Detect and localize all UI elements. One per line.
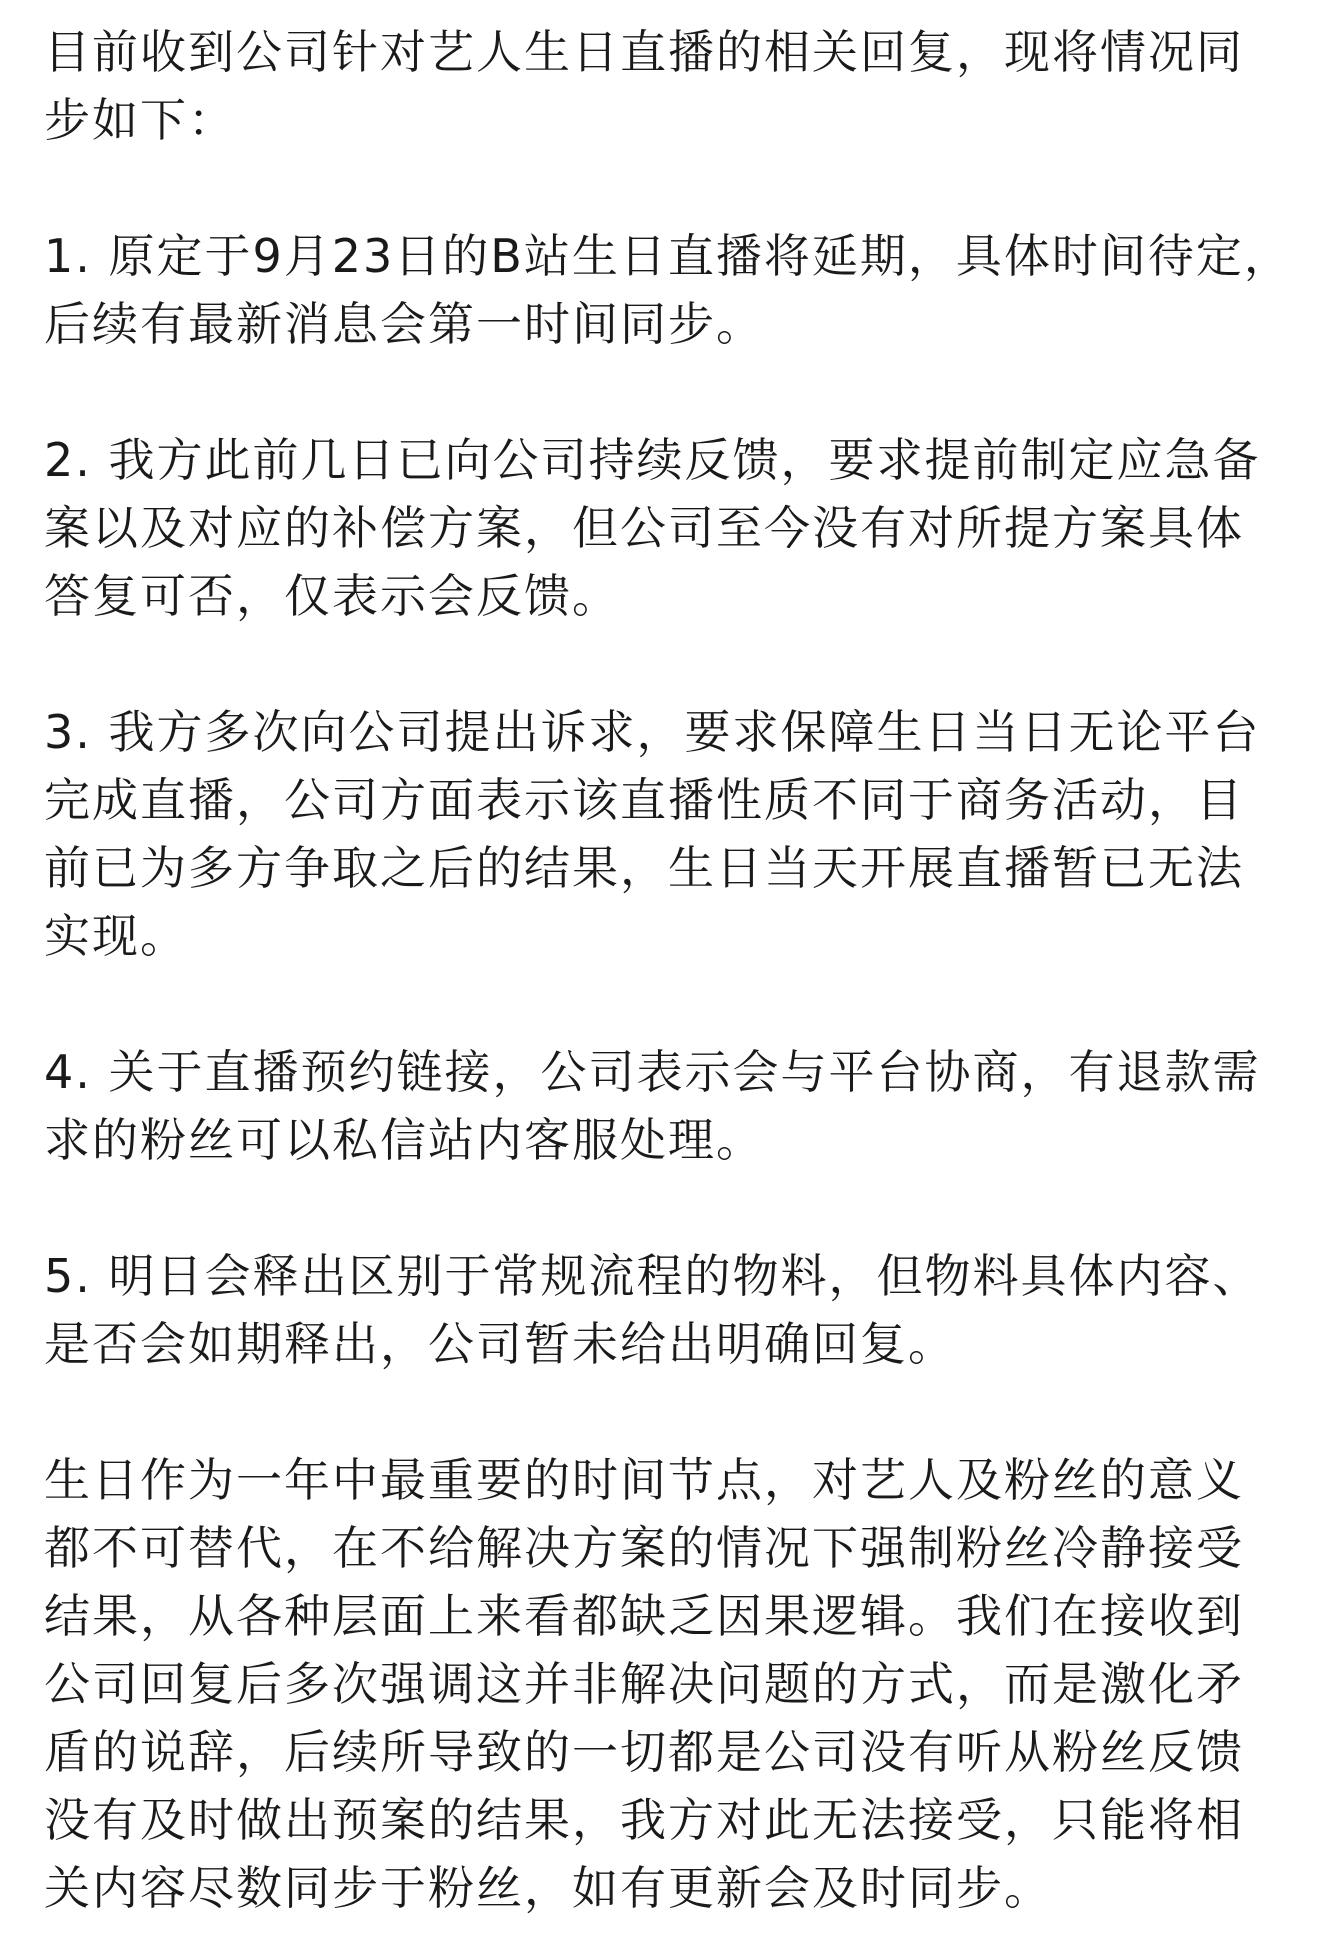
text-line: 2. 我方此前几日已向公司持续反馈，要求提前制定应急备 <box>44 433 1261 487</box>
text-line: 目前收到公司针对艺人生日直播的相关回复，现将情况同 <box>44 25 1244 79</box>
text-line: 关内容尽数同步于粉丝，如有更新会及时同步。 <box>44 1861 1052 1915</box>
text-line: 实现。 <box>44 909 188 963</box>
text-line: 后续有最新消息会第一时间同步。 <box>44 297 764 351</box>
text-line: 5. 明日会释出区别于常规流程的物料，但物料具体内容、 <box>44 1249 1261 1303</box>
item-5-paragraph <box>44 1242 1284 1378</box>
text-line: 完成直播，公司方面表示该直播性质不同于商务活动，目 <box>44 773 1244 827</box>
item-4-paragraph <box>44 1038 1284 1174</box>
intro-paragraph <box>44 18 1284 154</box>
text-line: 步如下： <box>44 93 236 147</box>
text-line: 前已为多方争取之后的结果，生日当天开展直播暂已无法 <box>44 841 1244 895</box>
item-1-paragraph <box>44 222 1292 358</box>
text-line: 3. 我方多次向公司提出诉求，要求保障生日当日无论平台 <box>44 705 1261 759</box>
text-line: 盾的说辞，后续所导致的一切都是公司没有听从粉丝反馈 <box>44 1725 1244 1779</box>
text-line: 没有及时做出预案的结果，我方对此无法接受，只能将相 <box>44 1793 1244 1847</box>
text-line: 结果，从各种层面上来看都缺乏因果逻辑。我们在接收到 <box>44 1589 1244 1643</box>
item-2-paragraph <box>44 426 1284 630</box>
text-line: 案以及对应的补偿方案，但公司至今没有对所提方案具体 <box>44 501 1244 555</box>
closing-paragraph <box>44 1446 1284 1922</box>
text-line: 求的粉丝可以私信站内客服处理。 <box>44 1113 764 1167</box>
text-line: 都不可替代，在不给解决方案的情况下强制粉丝冷静接受 <box>44 1521 1244 1575</box>
document-body <box>44 18 1292 1922</box>
text-line: 答复可否，仅表示会反馈。 <box>44 569 620 623</box>
text-line: 公司回复后多次强调这并非解决问题的方式，而是激化矛 <box>44 1657 1244 1711</box>
text-line: 生日作为一年中最重要的时间节点，对艺人及粉丝的意义 <box>44 1453 1244 1507</box>
text-line: 4. 关于直播预约链接，公司表示会与平台协商，有退款需 <box>44 1045 1261 1099</box>
item-3-paragraph <box>44 698 1284 970</box>
text-line: 是否会如期释出，公司暂未给出明确回复。 <box>44 1317 956 1371</box>
text-line: 1. 原定于9月23日的B站生日直播将延期，具体时间待定， <box>44 229 1292 283</box>
